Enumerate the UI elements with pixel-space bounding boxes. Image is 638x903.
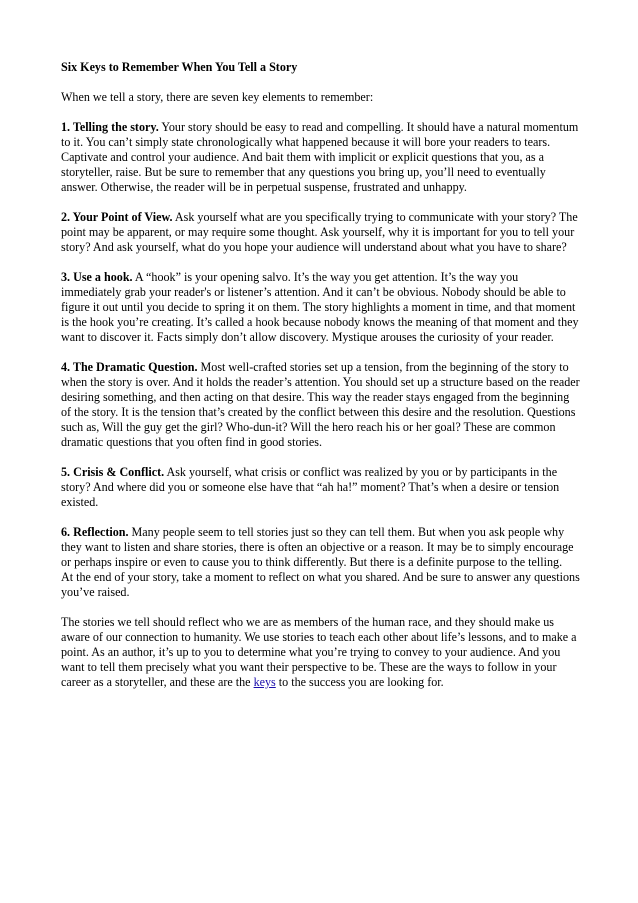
key-1-paragraph: [61, 120, 581, 195]
key-5-body: Ask yourself, what crisis or conflict was realized by you or by participants in the story? And where did you or someone else have that “ah ha!” moment? That’s when a desire or tension existed.: [61, 465, 560, 509]
key-4-heading: 4. The Dramatic Question.: [61, 360, 198, 374]
closing-text-start: The stories we tell should reflect who we are as members of the human race, and they should make us aware of our connection to humanity. We use stories to teach each other about life’s lessons, and to make a point. As an author, it’s up to you to determine what you’re trying to convey to your audience. And you want to tell them precisely what you want their perspective to be. These are the ways to follow in your career as a storyteller, and these are the: [61, 615, 577, 689]
closing-paragraph: [61, 615, 581, 690]
document-page: [61, 60, 581, 705]
key-5-heading: 5. Crisis & Conflict.: [61, 465, 165, 479]
key-3-heading: 3. Use a hook.: [61, 270, 133, 284]
key-2-body: Ask yourself what are you specifically trying to communicate with your story? The point may be apparent, or may require some thought. Ask yourself, why it is important for you to tell your story? And ask yourself, what do you hope your audience will understand about what you have to share?: [61, 210, 578, 254]
key-3-body: A “hook” is your opening salvo. It’s the way you get attention. It’s the way you immediately grab your reader's or listener’s attention. And it can’t be obvious. Nobody should be able to figure it out until you decide to spring it on them. The story highlights a moment in time, and that moment is the hook you’re creating. It’s called a hook because nobody knows the meaning of that moment and they want to discover it. Facts simply don’t allow discovery. Mystique arouses the curiosity of your reader.: [61, 270, 579, 344]
document-title: Six Keys to Remember When You Tell a Story: [61, 60, 298, 74]
key-1-body: Your story should be easy to read and compelling. It should have a natural momentum to it. You can’t simply state chronologically what happened because it will bore your readers to tears. Captivate and control your audience. And bait them with implicit or explicit questions that you, as a storyteller, raise. But be sure to remember that any questions you bring up, you’ll need to eventually answer. Otherwise, the reader will be in perpetual suspense, frustrated and unhappy.: [61, 120, 579, 194]
key-6-heading: 6. Reflection.: [61, 525, 129, 539]
key-4-body: Most well-crafted stories set up a tension, from the beginning of the story to when the story is over. And it holds the reader’s attention. You should set up a structure based on the reader desiring something, and then acting on that desire. This way the reader stays engaged from the beginning of the story. It is the tension that’s created by the conflict between this desire and the resolution. Questions such as, Will the guy get the girl? Who-dun-it? Will the hero reach his or her goal? These are common dramatic questions that you often find in good stories.: [61, 360, 580, 449]
key-6-body: Many people seem to tell stories just so they can tell them. But when you ask people why they want to listen and share stories, there is often an objective or a reason. It may be to simply encourage or perhaps inspire or even to cause you to think differently. But there is a definite purpose to the telling.: [61, 525, 574, 569]
key-1-heading: 1. Telling the story.: [61, 120, 159, 134]
key-2-paragraph: [61, 210, 581, 255]
intro-paragraph: When we tell a story, there are seven key elements to remember:: [61, 90, 374, 104]
key-6-paragraph: [61, 525, 581, 600]
key-6-extra: At the end of your story, take a moment to reflect on what you shared. And be sure to answer any questions you’ve raised.: [61, 570, 580, 599]
key-2-heading: 2. Your Point of View.: [61, 210, 173, 224]
key-3-paragraph: [61, 270, 581, 345]
key-4-paragraph: [61, 360, 581, 450]
keys-link[interactable]: keys: [253, 675, 276, 689]
closing-text-end: to the success you are looking for.: [275, 675, 444, 689]
key-5-paragraph: [61, 465, 581, 510]
